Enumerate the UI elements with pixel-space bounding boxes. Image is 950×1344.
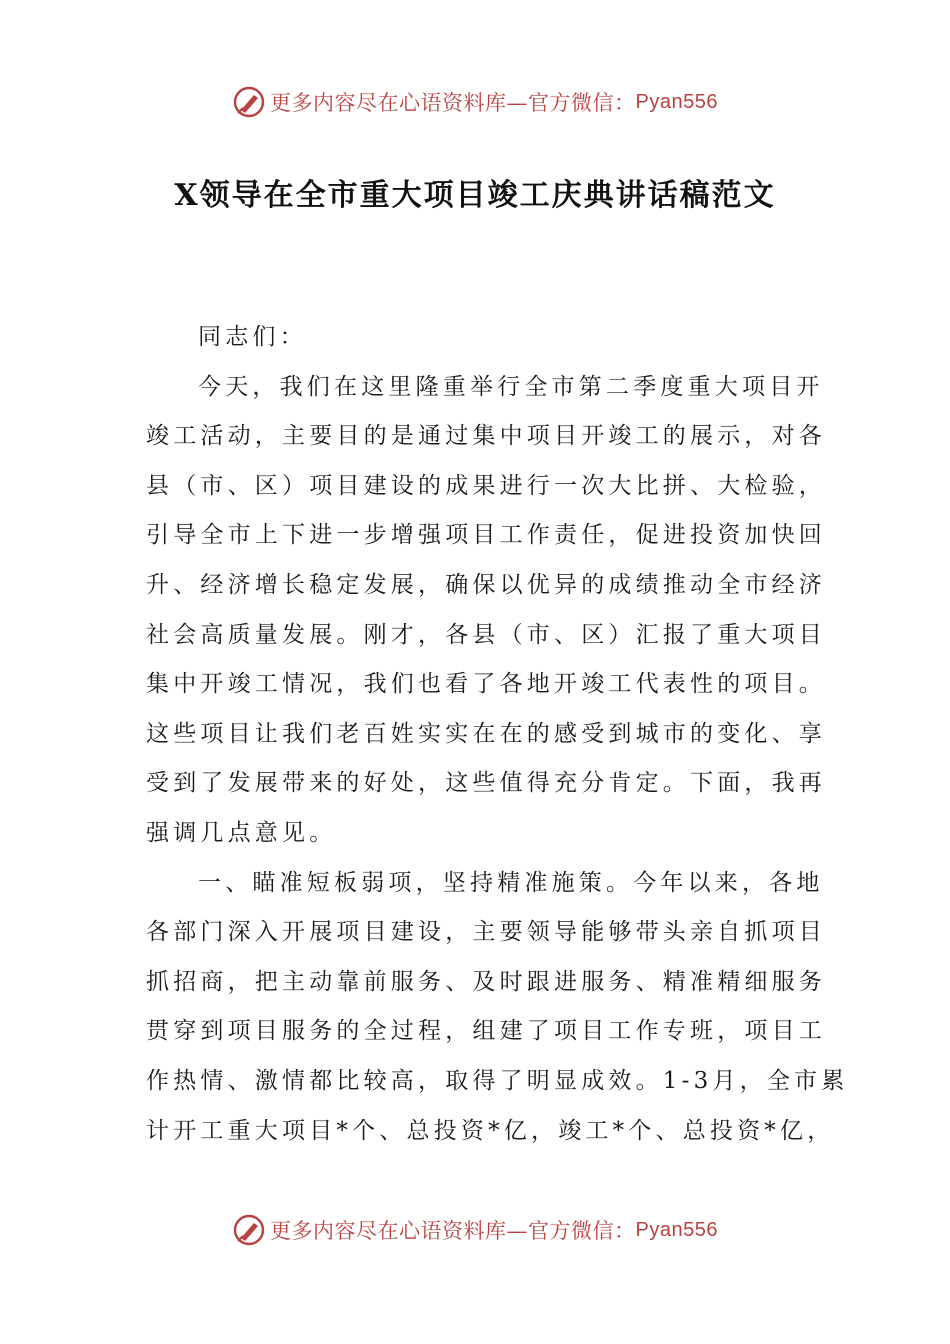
text-line: 这些项目让我们老百姓实实在在的感受到城市的变化、享 — [146, 720, 826, 747]
footer-banner — [0, 1210, 950, 1250]
text-line: 作热情、激情都比较高，取得了明显成效。1-3月，全市累 — [146, 1067, 849, 1094]
paragraph-1 — [146, 363, 824, 413]
text-line: 社会高质量发展。刚才，各县（市、区）汇报了重大项目 — [146, 621, 826, 648]
text-line: 引导全市上下进一步增强项目工作责任，促进投资加快回 — [146, 522, 826, 549]
text-line: 今天，我们在这里隆重举行全市第二季度重大项目开 — [198, 373, 824, 400]
text-line: 集中开竣工情况，我们也看了各地开竣工代表性的项目。 — [146, 671, 826, 698]
text-line: 抓招商，把主动靠前服务、及时跟进服务、精准精细服务 — [146, 968, 826, 995]
pen-nib-logo-icon — [232, 1213, 266, 1247]
header-banner-handle: Pyan556 — [635, 90, 718, 113]
paragraph-2-cont — [146, 908, 849, 1156]
text-line: 各部门深入开展项目建设，主要领导能够带头亲自抓项目 — [146, 919, 826, 946]
text-line: 受到了发展带来的好处，这些值得充分肯定。下面，我再 — [146, 770, 826, 797]
footer-banner-handle: Pyan556 — [635, 1218, 718, 1241]
text-line: 贯穿到项目服务的全过程，组建了项目工作专班，项目工 — [146, 1018, 826, 1045]
text-line: 计开工重大项目*个、总投资*亿，竣工*个、总投资*亿， — [146, 1117, 835, 1144]
footer-banner-text: 更多内容尽在心语资料库—官方微信： — [270, 1219, 636, 1243]
document-body — [146, 313, 849, 1156]
text-line: 一、瞄准短板弱项，坚持精准施策。今年以来，各地 — [198, 869, 824, 896]
text-line: 县（市、区）项目建设的成果进行一次大比拼、大检验， — [146, 472, 826, 499]
header-banner-text: 更多内容尽在心语资料库—官方微信： — [270, 91, 636, 115]
text-line: 竣工活动，主要目的是通过集中项目开竣工的展示，对各 — [146, 423, 826, 450]
text-line: 强调几点意见。 — [146, 819, 337, 846]
text-line: 升、经济增长稳定发展，确保以优异的成绩推动全市经济 — [146, 571, 826, 598]
pen-nib-logo-icon — [232, 85, 266, 119]
salutation: 同志们： — [198, 324, 307, 350]
document-title: X领导在全市重大项目竣工庆典讲话稿范文 — [174, 178, 776, 213]
paragraph-2 — [146, 859, 824, 909]
paragraph-1-cont — [146, 412, 826, 858]
header-banner — [0, 82, 950, 122]
